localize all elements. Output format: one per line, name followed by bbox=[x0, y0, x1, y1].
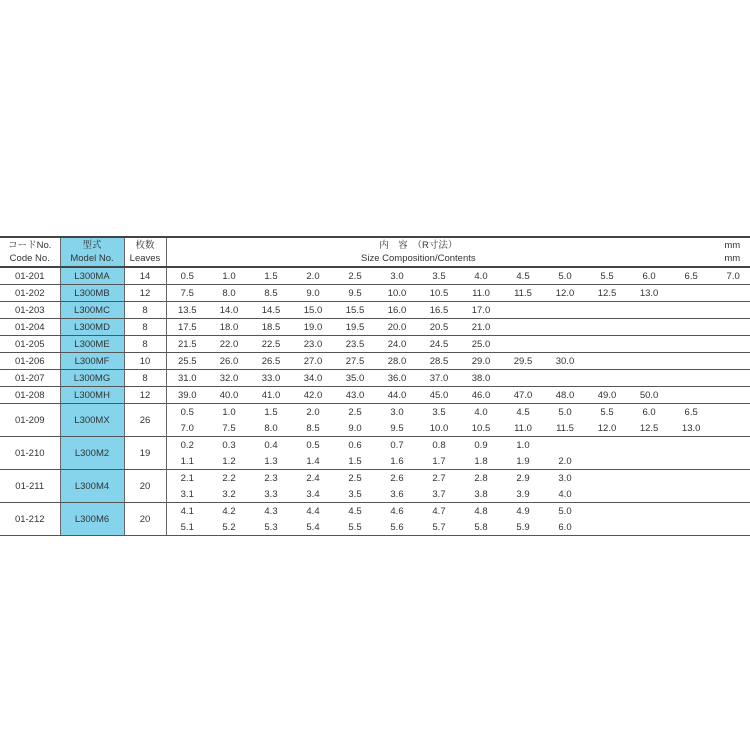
size-value-cell bbox=[586, 519, 628, 536]
size-value-cell: 2.8 bbox=[474, 472, 488, 484]
size-value-cell: 49.0 bbox=[586, 387, 628, 404]
leaves-cell: 12 bbox=[124, 387, 166, 404]
size-value-cell: 28.0 bbox=[376, 353, 418, 370]
size-value-cell: 3.5 bbox=[334, 486, 376, 503]
size-value-cell: 1.7 bbox=[418, 453, 460, 470]
model-cell: L300MA bbox=[60, 267, 124, 285]
table-row bbox=[0, 470, 750, 487]
size-value-cell bbox=[712, 336, 750, 353]
size-value-cell bbox=[712, 437, 750, 454]
size-value-cell: 3.2 bbox=[208, 486, 250, 503]
size-value-cell: 4.9 bbox=[516, 505, 530, 517]
size-value-cell: 28.5 bbox=[418, 353, 460, 370]
model-cell: L300M2 bbox=[60, 437, 124, 470]
leaves-header bbox=[124, 237, 166, 267]
size-value-cell bbox=[544, 437, 586, 454]
table-row bbox=[0, 319, 750, 336]
size-value-cell: 0.4 bbox=[264, 439, 278, 451]
size-value-cell: 50.0 bbox=[628, 387, 670, 404]
size-value-cell: 4.5 bbox=[516, 406, 530, 418]
size-value-cell: 0.9 bbox=[474, 439, 488, 451]
size-value-cell: 2.6 bbox=[390, 472, 404, 484]
size-value-cell: 11.0 bbox=[502, 420, 544, 437]
leaves-cell: 8 bbox=[124, 370, 166, 387]
leaves-cell: 8 bbox=[124, 336, 166, 353]
size-value-cell bbox=[670, 470, 712, 487]
code-cell: 01-201 bbox=[0, 267, 60, 285]
code-cell: 01-209 bbox=[0, 404, 60, 437]
size-value-cell: 2.5 bbox=[348, 472, 362, 484]
size-value-cell: 4.0 bbox=[544, 486, 586, 503]
code-header-en: Code No. bbox=[9, 253, 50, 264]
size-value-cell: 4.4 bbox=[306, 505, 320, 517]
code-header bbox=[0, 237, 60, 267]
size-value-cell: 20.5 bbox=[418, 319, 460, 336]
size-value-cell: 1.9 bbox=[502, 453, 544, 470]
code-cell: 01-202 bbox=[0, 285, 60, 302]
size-value-cell: 5.9 bbox=[502, 519, 544, 536]
model-cell: L300MG bbox=[60, 370, 124, 387]
size-value-cell: 38.0 bbox=[460, 370, 502, 387]
size-value-cell bbox=[628, 486, 670, 503]
size-value-cell: 1.0 bbox=[208, 267, 250, 285]
size-value-cell: 39.0 bbox=[166, 387, 208, 404]
size-value-cell: 21.0 bbox=[460, 319, 502, 336]
size-value-cell: 6.5 bbox=[684, 406, 698, 418]
size-value-cell bbox=[712, 353, 750, 370]
model-header-ja: 型式 bbox=[82, 240, 102, 251]
size-value-cell: 15.0 bbox=[292, 302, 334, 319]
table-row bbox=[0, 336, 750, 353]
size-value-cell bbox=[586, 319, 628, 336]
model-header-en: Model No. bbox=[70, 253, 114, 264]
size-value-cell: 1.2 bbox=[208, 453, 250, 470]
size-value-cell: 4.7 bbox=[432, 505, 446, 517]
size-value-cell bbox=[628, 470, 670, 487]
size-value-cell: 15.5 bbox=[334, 302, 376, 319]
size-value-cell: 16.0 bbox=[376, 302, 418, 319]
size-value-cell: 4.0 bbox=[474, 406, 488, 418]
size-value-cell: 2.3 bbox=[264, 472, 278, 484]
table-row bbox=[0, 404, 750, 421]
size-value-cell bbox=[670, 370, 712, 387]
size-value-cell: 31.0 bbox=[166, 370, 208, 387]
size-value-cell: 11.5 bbox=[502, 285, 544, 302]
size-value-cell: 3.5 bbox=[418, 267, 460, 285]
size-value-cell bbox=[586, 437, 628, 454]
size-value-cell: 4.2 bbox=[222, 505, 236, 517]
size-value-cell: 1.3 bbox=[250, 453, 292, 470]
size-value-cell: 25.5 bbox=[166, 353, 208, 370]
table-row bbox=[0, 503, 750, 520]
table-row bbox=[0, 267, 750, 285]
code-cell: 01-208 bbox=[0, 387, 60, 404]
size-value-cell: 14.5 bbox=[250, 302, 292, 319]
size-value-cell: 6.0 bbox=[628, 267, 670, 285]
code-cell: 01-212 bbox=[0, 503, 60, 536]
size-value-cell: 12.0 bbox=[586, 420, 628, 437]
size-value-cell: 3.0 bbox=[558, 472, 572, 484]
size-value-cell: 2.5 bbox=[348, 406, 362, 418]
size-value-cell: 5.1 bbox=[166, 519, 208, 536]
size-value-cell: 3.0 bbox=[376, 267, 418, 285]
model-cell: L300MB bbox=[60, 285, 124, 302]
size-value-cell bbox=[628, 319, 670, 336]
size-value-cell: 3.1 bbox=[166, 486, 208, 503]
size-value-cell: 9.5 bbox=[334, 285, 376, 302]
size-value-cell: 2.4 bbox=[306, 472, 320, 484]
size-value-cell: 13.0 bbox=[670, 420, 712, 437]
size-value-cell: 42.0 bbox=[292, 387, 334, 404]
size-value-cell: 29.0 bbox=[460, 353, 502, 370]
contents-header bbox=[166, 237, 670, 267]
size-value-cell: 41.0 bbox=[250, 387, 292, 404]
size-value-cell: 7.5 bbox=[208, 420, 250, 437]
size-value-cell bbox=[712, 453, 750, 470]
size-value-cell bbox=[586, 353, 628, 370]
size-value-cell bbox=[544, 302, 586, 319]
size-value-cell: 2.0 bbox=[292, 267, 334, 285]
table-row bbox=[0, 437, 750, 454]
spec-table bbox=[0, 236, 750, 536]
leaves-cell: 20 bbox=[124, 503, 166, 536]
size-value-cell: 2.9 bbox=[516, 472, 530, 484]
size-value-cell bbox=[586, 470, 628, 487]
size-value-cell: 6.5 bbox=[670, 267, 712, 285]
leaves-cell: 8 bbox=[124, 319, 166, 336]
size-value-cell: 29.5 bbox=[502, 353, 544, 370]
size-value-cell: 25.0 bbox=[460, 336, 502, 353]
size-value-cell: 1.1 bbox=[166, 453, 208, 470]
size-value-cell bbox=[712, 503, 750, 520]
table-row bbox=[0, 353, 750, 370]
size-value-cell: 2.0 bbox=[306, 406, 320, 418]
size-value-cell: 17.5 bbox=[166, 319, 208, 336]
size-value-cell: 3.0 bbox=[390, 406, 404, 418]
size-value-cell bbox=[712, 519, 750, 536]
size-value-cell: 10.0 bbox=[376, 285, 418, 302]
header-row bbox=[0, 237, 750, 267]
unit-header bbox=[670, 237, 750, 267]
unit-label-1: mm bbox=[724, 240, 741, 251]
size-value-cell: 11.5 bbox=[544, 420, 586, 437]
size-value-cell: 24.0 bbox=[376, 336, 418, 353]
table-row bbox=[0, 387, 750, 404]
model-header bbox=[60, 237, 124, 267]
size-value-cell: 19.5 bbox=[334, 319, 376, 336]
size-value-cell bbox=[712, 387, 750, 404]
size-value-cell: 1.4 bbox=[292, 453, 334, 470]
model-cell: L300MF bbox=[60, 353, 124, 370]
size-value-cell: 5.5 bbox=[600, 406, 614, 418]
size-value-cell bbox=[586, 370, 628, 387]
leaves-header-en: Leaves bbox=[129, 253, 161, 264]
size-value-cell: 24.5 bbox=[418, 336, 460, 353]
size-value-cell: 2.1 bbox=[180, 472, 194, 484]
leaves-header-ja: 枚数 bbox=[135, 240, 155, 251]
size-value-cell: 7.5 bbox=[166, 285, 208, 302]
size-value-cell: 4.5 bbox=[502, 267, 544, 285]
size-value-cell: 16.5 bbox=[418, 302, 460, 319]
size-value-cell bbox=[628, 453, 670, 470]
size-value-cell: 5.5 bbox=[334, 519, 376, 536]
size-value-cell: 3.6 bbox=[376, 486, 418, 503]
size-value-cell: 9.0 bbox=[334, 420, 376, 437]
size-value-cell: 0.6 bbox=[348, 439, 362, 451]
size-value-cell bbox=[586, 503, 628, 520]
size-value-cell: 32.0 bbox=[208, 370, 250, 387]
size-value-cell bbox=[502, 370, 544, 387]
table-row bbox=[0, 302, 750, 319]
code-cell: 01-206 bbox=[0, 353, 60, 370]
size-value-cell: 4.5 bbox=[348, 505, 362, 517]
size-value-cell: 0.5 bbox=[166, 267, 208, 285]
size-value-cell bbox=[544, 370, 586, 387]
size-value-cell: 7.0 bbox=[712, 267, 750, 285]
size-value-cell: 5.2 bbox=[208, 519, 250, 536]
size-value-cell: 2.2 bbox=[222, 472, 236, 484]
size-value-cell bbox=[586, 336, 628, 353]
size-value-cell: 1.0 bbox=[222, 406, 236, 418]
size-value-cell: 8.0 bbox=[250, 420, 292, 437]
code-cell: 01-211 bbox=[0, 470, 60, 503]
size-value-cell: 20.0 bbox=[376, 319, 418, 336]
size-value-cell bbox=[502, 319, 544, 336]
size-value-cell: 36.0 bbox=[376, 370, 418, 387]
size-value-cell: 9.5 bbox=[376, 420, 418, 437]
size-value-cell: 27.5 bbox=[334, 353, 376, 370]
size-value-cell bbox=[712, 302, 750, 319]
size-value-cell bbox=[586, 453, 628, 470]
size-value-cell: 5.3 bbox=[250, 519, 292, 536]
size-value-cell bbox=[712, 486, 750, 503]
size-value-cell: 2.7 bbox=[432, 472, 446, 484]
size-value-cell: 34.0 bbox=[292, 370, 334, 387]
size-value-cell: 43.0 bbox=[334, 387, 376, 404]
size-value-cell: 1.5 bbox=[264, 406, 278, 418]
size-value-cell: 9.0 bbox=[292, 285, 334, 302]
size-value-cell: 27.0 bbox=[292, 353, 334, 370]
leaves-cell: 19 bbox=[124, 437, 166, 470]
size-value-cell: 17.0 bbox=[460, 302, 502, 319]
size-value-cell bbox=[502, 336, 544, 353]
size-value-cell: 33.0 bbox=[250, 370, 292, 387]
size-value-cell: 8.5 bbox=[250, 285, 292, 302]
size-value-cell bbox=[628, 503, 670, 520]
size-value-cell: 13.5 bbox=[166, 302, 208, 319]
size-value-cell: 0.2 bbox=[180, 439, 194, 451]
size-value-cell: 3.9 bbox=[502, 486, 544, 503]
table-row bbox=[0, 285, 750, 302]
size-value-cell: 5.0 bbox=[558, 406, 572, 418]
size-value-cell: 37.0 bbox=[418, 370, 460, 387]
size-value-cell: 4.1 bbox=[180, 505, 194, 517]
size-value-cell: 8.5 bbox=[292, 420, 334, 437]
code-cell: 01-210 bbox=[0, 437, 60, 470]
size-value-cell: 46.0 bbox=[460, 387, 502, 404]
size-value-cell bbox=[712, 370, 750, 387]
size-value-cell: 0.5 bbox=[306, 439, 320, 451]
model-cell: L300ME bbox=[60, 336, 124, 353]
size-value-cell: 5.0 bbox=[544, 267, 586, 285]
size-value-cell bbox=[628, 519, 670, 536]
size-value-cell: 5.4 bbox=[292, 519, 334, 536]
size-value-cell: 3.7 bbox=[418, 486, 460, 503]
size-value-cell: 6.0 bbox=[642, 406, 656, 418]
size-value-cell: 8.0 bbox=[208, 285, 250, 302]
size-value-cell: 1.8 bbox=[460, 453, 502, 470]
unit-label-2: mm bbox=[724, 253, 741, 264]
size-value-cell: 10.5 bbox=[460, 420, 502, 437]
size-value-cell bbox=[670, 336, 712, 353]
size-value-cell bbox=[670, 387, 712, 404]
size-value-cell: 0.3 bbox=[222, 439, 236, 451]
leaves-cell: 26 bbox=[124, 404, 166, 437]
model-cell: L300M6 bbox=[60, 503, 124, 536]
size-value-cell bbox=[670, 519, 712, 536]
size-value-cell: 0.8 bbox=[432, 439, 446, 451]
table-row bbox=[0, 370, 750, 387]
size-value-cell: 5.6 bbox=[376, 519, 418, 536]
size-value-cell: 4.3 bbox=[264, 505, 278, 517]
size-value-cell: 35.0 bbox=[334, 370, 376, 387]
size-value-cell: 5.7 bbox=[418, 519, 460, 536]
size-value-cell: 21.5 bbox=[166, 336, 208, 353]
size-value-cell: 3.5 bbox=[432, 406, 446, 418]
size-value-cell: 12.5 bbox=[586, 285, 628, 302]
size-value-cell: 2.0 bbox=[544, 453, 586, 470]
model-cell: L300MX bbox=[60, 404, 124, 437]
size-value-cell bbox=[628, 437, 670, 454]
size-value-cell: 6.0 bbox=[544, 519, 586, 536]
size-value-cell: 44.0 bbox=[376, 387, 418, 404]
code-cell: 01-205 bbox=[0, 336, 60, 353]
size-value-cell: 1.5 bbox=[250, 267, 292, 285]
size-value-cell: 10.0 bbox=[418, 420, 460, 437]
size-value-cell: 5.8 bbox=[460, 519, 502, 536]
leaves-cell: 8 bbox=[124, 302, 166, 319]
code-header-ja: コードNo. bbox=[8, 240, 52, 251]
leaves-cell: 12 bbox=[124, 285, 166, 302]
size-value-cell: 1.5 bbox=[334, 453, 376, 470]
size-value-cell: 26.0 bbox=[208, 353, 250, 370]
size-value-cell: 3.4 bbox=[292, 486, 334, 503]
size-value-cell: 40.0 bbox=[208, 387, 250, 404]
size-value-cell: 5.5 bbox=[586, 267, 628, 285]
size-value-cell: 7.0 bbox=[166, 420, 208, 437]
size-value-cell: 0.5 bbox=[180, 406, 194, 418]
size-value-cell bbox=[670, 302, 712, 319]
size-value-cell bbox=[670, 453, 712, 470]
size-value-cell: 30.0 bbox=[544, 353, 586, 370]
size-value-cell: 23.0 bbox=[292, 336, 334, 353]
size-value-cell bbox=[628, 353, 670, 370]
size-value-cell: 4.0 bbox=[460, 267, 502, 285]
size-value-cell: 45.0 bbox=[418, 387, 460, 404]
size-value-cell: 26.5 bbox=[250, 353, 292, 370]
size-value-cell: 3.8 bbox=[460, 486, 502, 503]
size-value-cell: 19.0 bbox=[292, 319, 334, 336]
size-value-cell bbox=[628, 302, 670, 319]
size-value-cell: 2.5 bbox=[334, 267, 376, 285]
size-value-cell: 18.5 bbox=[250, 319, 292, 336]
size-value-cell bbox=[628, 336, 670, 353]
size-value-cell: 11.0 bbox=[460, 285, 502, 302]
size-value-cell: 4.6 bbox=[390, 505, 404, 517]
size-value-cell: 14.0 bbox=[208, 302, 250, 319]
size-value-cell: 13.0 bbox=[628, 285, 670, 302]
size-value-cell bbox=[586, 302, 628, 319]
size-value-cell: 18.0 bbox=[208, 319, 250, 336]
size-value-cell: 3.3 bbox=[250, 486, 292, 503]
table-body bbox=[0, 267, 750, 536]
size-value-cell: 5.0 bbox=[558, 505, 572, 517]
size-value-cell bbox=[670, 503, 712, 520]
model-cell: L300M4 bbox=[60, 470, 124, 503]
model-cell: L300MC bbox=[60, 302, 124, 319]
leaves-cell: 10 bbox=[124, 353, 166, 370]
contents-header-ja: 内 容 （R寸法） bbox=[379, 240, 458, 251]
size-value-cell bbox=[544, 319, 586, 336]
size-value-cell: 4.8 bbox=[474, 505, 488, 517]
size-value-cell bbox=[544, 336, 586, 353]
size-value-cell: 0.7 bbox=[390, 439, 404, 451]
size-value-cell: 1.6 bbox=[376, 453, 418, 470]
size-value-cell: 22.0 bbox=[208, 336, 250, 353]
model-cell: L300MD bbox=[60, 319, 124, 336]
size-value-cell bbox=[712, 285, 750, 302]
size-value-cell: 12.5 bbox=[628, 420, 670, 437]
model-cell: L300MH bbox=[60, 387, 124, 404]
size-value-cell: 10.5 bbox=[418, 285, 460, 302]
size-value-cell: 1.0 bbox=[516, 439, 530, 451]
size-value-cell bbox=[670, 353, 712, 370]
code-cell: 01-207 bbox=[0, 370, 60, 387]
size-value-cell bbox=[586, 486, 628, 503]
size-value-cell bbox=[670, 285, 712, 302]
size-value-cell bbox=[502, 302, 544, 319]
size-value-cell bbox=[712, 470, 750, 487]
size-value-cell: 48.0 bbox=[544, 387, 586, 404]
code-cell: 01-203 bbox=[0, 302, 60, 319]
leaves-cell: 20 bbox=[124, 470, 166, 503]
size-value-cell: 22.5 bbox=[250, 336, 292, 353]
size-value-cell bbox=[670, 437, 712, 454]
size-value-cell bbox=[712, 404, 750, 421]
size-value-cell bbox=[670, 486, 712, 503]
size-value-cell: 23.5 bbox=[334, 336, 376, 353]
size-value-cell bbox=[712, 420, 750, 437]
size-value-cell bbox=[670, 319, 712, 336]
leaves-cell: 14 bbox=[124, 267, 166, 285]
contents-header-en: Size Composition/Contents bbox=[361, 253, 476, 264]
code-cell: 01-204 bbox=[0, 319, 60, 336]
size-value-cell: 47.0 bbox=[502, 387, 544, 404]
size-value-cell: 12.0 bbox=[544, 285, 586, 302]
size-value-cell bbox=[628, 370, 670, 387]
size-value-cell bbox=[712, 319, 750, 336]
